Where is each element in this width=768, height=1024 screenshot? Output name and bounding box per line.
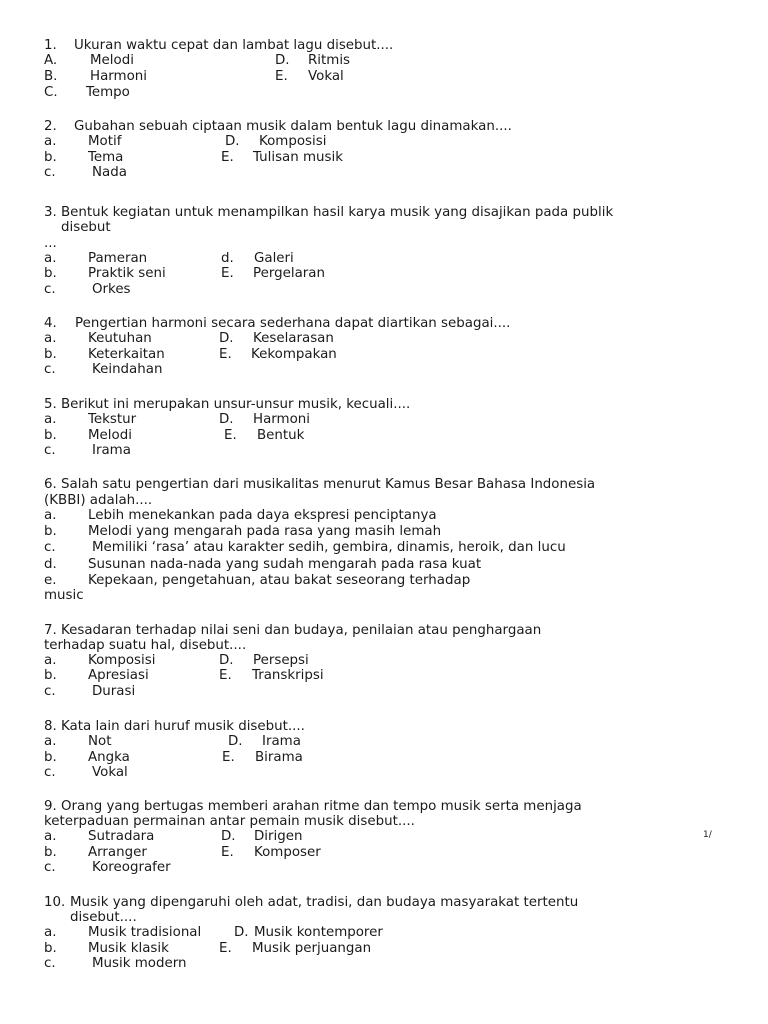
option-a: Lebih menekankan pada daya ekspresi penciptanya (88, 508, 437, 523)
option-c: Nada (92, 165, 127, 180)
question-text: Salah satu pengertian dari musikalitas menurut Kamus Besar Bahasa Indonesia (61, 477, 596, 492)
option-letter: D. (219, 412, 234, 427)
option-b: Angka (88, 750, 130, 765)
option-c: Musik modern (92, 956, 187, 971)
question-text: (KBBI) adalah.... (44, 493, 153, 508)
option-b: Harmoni (90, 69, 147, 84)
option-letter: D. (221, 829, 236, 844)
question-number: 5. (44, 397, 57, 412)
question-number: 8. (44, 719, 57, 734)
option-letter: c. (44, 362, 56, 377)
option-letter: b. (44, 524, 57, 539)
question-text: disebut (61, 220, 111, 235)
option-letter: a. (44, 829, 57, 844)
option-d: Harmoni (253, 412, 310, 427)
option-b: Melodi yang mengarah pada rasa yang masih lemah (88, 524, 442, 539)
option-letter: D. (228, 734, 243, 749)
option-letter: D. (275, 53, 290, 68)
option-b: Melodi (88, 428, 132, 443)
question-text: ... (44, 236, 57, 251)
option-letter: c. (44, 540, 56, 555)
question-text: Kesadaran terhadap nilai seni dan budaya, penilaian atau penghargaan (61, 623, 542, 638)
option-d: Persepsi (253, 653, 309, 668)
option-d: Dirigen (254, 829, 303, 844)
option-b: Tema (88, 150, 124, 165)
option-a: Musik tradisional (88, 925, 202, 940)
option-letter: a. (44, 653, 57, 668)
question-text: keterpaduan permainan antar pemain musik disebut.... (44, 814, 415, 829)
question-text: Gubahan sebuah ciptaan musik dalam bentuk lagu dinamakan.... (74, 119, 512, 134)
option-letter: D. (234, 925, 249, 940)
question-number: 6. (44, 477, 57, 492)
question-text: Bentuk kegiatan untuk menampilkan hasil karya musik yang disajikan pada publik (61, 205, 614, 220)
option-b: Arranger (88, 845, 147, 860)
option-c: Keindahan (92, 362, 163, 377)
option-a: Not (88, 734, 112, 749)
option-e: Transkripsi (252, 668, 324, 683)
option-letter: a. (44, 251, 57, 266)
option-d: Komposisi (259, 134, 327, 149)
option-a: Motif (88, 134, 122, 149)
option-letter: c. (44, 860, 56, 875)
option-d: Keselarasan (253, 331, 334, 346)
option-b: Keterkaitan (88, 347, 165, 362)
option-d: Ritmis (308, 53, 351, 68)
question-text: terhadap suatu hal, disebut.... (44, 638, 247, 653)
option-d: Irama (262, 734, 301, 749)
option-letter: d. (44, 557, 57, 572)
option-letter: E. (221, 845, 234, 860)
option-a: Melodi (90, 53, 134, 68)
option-c: Orkes (92, 282, 131, 297)
question-number: 9. (44, 799, 57, 814)
option-letter: A. (44, 53, 58, 68)
option-e: Kepekaan, pengetahuan, atau bakat seseorang terhadap (88, 573, 471, 588)
option-c: Tempo (86, 85, 130, 100)
option-c: Vokal (92, 765, 128, 780)
option-a: Sutradara (88, 829, 155, 844)
option-letter: b. (44, 428, 57, 443)
option-c: Memiliki ‘rasa’ atau karakter sedih, gembira, dinamis, heroik, dan lucu (92, 540, 566, 555)
question-text: Ukuran waktu cepat dan lambat lagu disebut.... (74, 38, 394, 53)
option-letter: b. (44, 750, 57, 765)
option-letter: c. (44, 282, 56, 297)
option-letter: D. (219, 331, 234, 346)
option-e: Musik perjuangan (252, 941, 372, 956)
page-number: 1/ (703, 830, 712, 840)
option-e: Pergelaran (253, 266, 325, 281)
option-a: Keutuhan (88, 331, 152, 346)
option-letter: E. (224, 428, 237, 443)
question-text: Pengertian harmoni secara sederhana dapat diartikan sebagai.... (75, 316, 511, 331)
option-letter: b. (44, 845, 57, 860)
question-text: Berikut ini merupakan unsur-unsur musik, kecuali.... (61, 397, 411, 412)
option-letter: a. (44, 331, 57, 346)
option-letter: a. (44, 925, 57, 940)
option-e: Birama (255, 750, 303, 765)
option-letter: E. (275, 69, 288, 84)
option-letter: c. (44, 443, 56, 458)
option-a: Pameran (88, 251, 148, 266)
option-letter: B. (44, 69, 58, 84)
option-letter: E. (219, 941, 232, 956)
option-letter: E. (219, 668, 232, 683)
question-text: Musik yang dipengaruhi oleh adat, tradisi, dan budaya masyarakat tertentu (70, 895, 579, 910)
option-e: Bentuk (257, 428, 305, 443)
option-letter: a. (44, 734, 57, 749)
question-number: 7. (44, 623, 57, 638)
option-d: Musik kontemporer (254, 925, 383, 940)
option-letter: b. (44, 668, 57, 683)
option-a: Komposisi (88, 653, 156, 668)
question-number: 3. (44, 205, 57, 220)
option-letter: c. (44, 956, 56, 971)
question-text: Orang yang bertugas memberi arahan ritme dan tempo musik serta menjaga (61, 799, 582, 814)
option-letter: b. (44, 150, 57, 165)
option-b: Apresiasi (88, 668, 149, 683)
option-c: Durasi (92, 684, 136, 699)
option-letter: b. (44, 347, 57, 362)
option-letter: c. (44, 765, 56, 780)
option-e: Kekompakan (251, 347, 337, 362)
option-e: Tulisan musik (253, 150, 343, 165)
option-letter: E. (221, 150, 234, 165)
option-e-continuation: music (44, 588, 84, 603)
option-letter: D. (225, 134, 240, 149)
option-letter: b. (44, 266, 57, 281)
option-letter: d. (221, 251, 234, 266)
option-letter: D. (219, 653, 234, 668)
option-letter: C. (44, 85, 58, 100)
question-number: 10. (44, 895, 66, 910)
option-letter: a. (44, 412, 57, 427)
option-d: Susunan nada-nada yang sudah mengarah pada rasa kuat (88, 557, 482, 572)
question-text: disebut.... (70, 910, 137, 925)
option-d: Galeri (254, 251, 294, 266)
option-a: Tekstur (88, 412, 137, 427)
option-b: Praktik seni (88, 266, 166, 281)
option-letter: a. (44, 134, 57, 149)
option-letter: e. (44, 573, 57, 588)
option-c: Koreografer (92, 860, 171, 875)
option-letter: a. (44, 508, 57, 523)
option-letter: b. (44, 941, 57, 956)
option-letter: E. (222, 750, 235, 765)
option-letter: c. (44, 165, 56, 180)
option-b: Musik klasik (88, 941, 169, 956)
question-number: 2. (44, 119, 57, 134)
question-text: Kata lain dari huruf musik disebut.... (61, 719, 305, 734)
question-number: 1. (44, 38, 57, 53)
option-letter: E. (219, 347, 232, 362)
option-e: Komposer (254, 845, 321, 860)
option-c: Irama (92, 443, 131, 458)
option-letter: E. (221, 266, 234, 281)
question-number: 4. (44, 316, 57, 331)
option-e: Vokal (308, 69, 344, 84)
option-letter: c. (44, 684, 56, 699)
